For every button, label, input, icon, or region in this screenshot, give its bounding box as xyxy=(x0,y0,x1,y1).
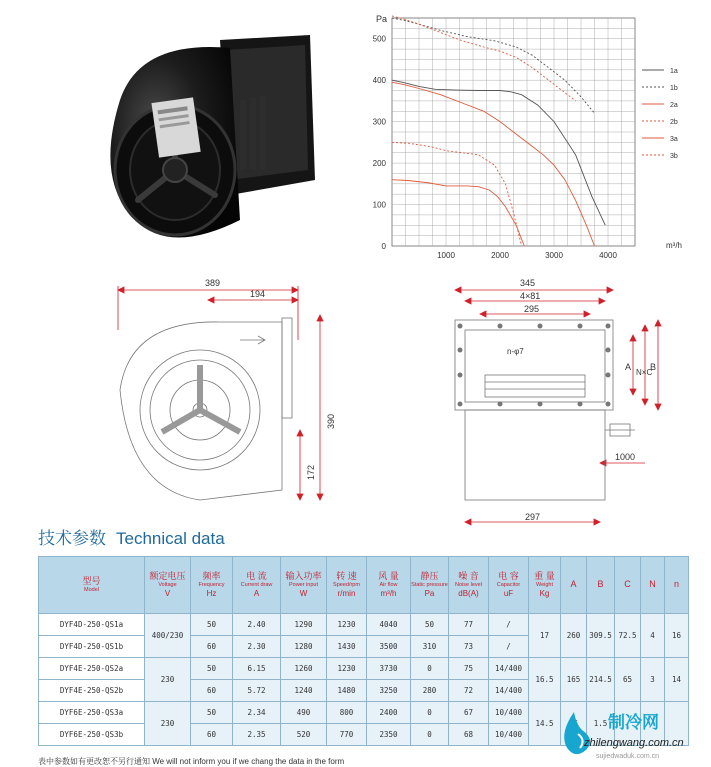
y-tick-label: 500 xyxy=(372,34,386,44)
table-cell: 0 xyxy=(411,702,449,724)
chart-legend xyxy=(642,68,678,160)
series-line-3a xyxy=(392,180,524,246)
y-tick-label: 200 xyxy=(372,159,386,169)
table-cell: 72 xyxy=(449,680,489,702)
dim-4x81: 4×81 xyxy=(520,291,541,301)
column-header xyxy=(233,557,281,614)
table-cell: 2.34 xyxy=(233,702,281,724)
table-cell: DYF4E-250-QS2b xyxy=(39,680,145,702)
dim-194: 194 xyxy=(250,289,266,299)
column-header xyxy=(39,557,145,614)
table-cell: 16.5 xyxy=(529,658,561,702)
column-header xyxy=(665,557,689,614)
series-line-2b xyxy=(392,16,576,101)
table-cell: 400/230 xyxy=(145,614,191,658)
watermark-domain: zhilengwang.com.cn xyxy=(584,737,684,749)
table-row xyxy=(39,614,689,636)
table-cell: 2.40 xyxy=(233,614,281,636)
legend-label: 2a xyxy=(670,102,678,109)
table-cell: 14 xyxy=(665,658,689,702)
table-cell: 67 xyxy=(449,702,489,724)
dim-345: 345 xyxy=(520,278,536,288)
dim-1000: 1000 xyxy=(615,452,636,462)
table-cell: DYF6E-250-QS3a xyxy=(39,702,145,724)
table-cell: 0 xyxy=(411,724,449,746)
dim-NxC: N×C xyxy=(636,368,653,377)
tech-title-en: Technical data xyxy=(116,529,225,548)
fan-product-photo xyxy=(80,20,330,260)
table-cell: 72.5 xyxy=(615,614,641,658)
table-header-row xyxy=(39,557,689,614)
table-cell: 309.5 xyxy=(587,614,615,658)
dim-B: B xyxy=(650,362,657,372)
table-cell: 230 xyxy=(145,658,191,702)
column-header-zh: 转 速 xyxy=(336,570,357,581)
column-header xyxy=(615,557,641,614)
y-tick-label: 400 xyxy=(372,76,386,86)
column-header-unit: Pa xyxy=(424,589,435,599)
table-cell: 1230 xyxy=(327,614,367,636)
technical-data-heading xyxy=(38,524,225,549)
column-header-en: Noise level xyxy=(455,582,482,589)
dim-389: 389 xyxy=(205,278,221,288)
series-line-1b xyxy=(392,18,595,113)
table-cell: 800 xyxy=(327,702,367,724)
table-cell: DYF6E-250-QS3b xyxy=(39,724,145,746)
column-header-en: Air flow xyxy=(379,582,398,589)
column-header-zh: 电 容 xyxy=(498,570,519,581)
table-cell: DYF4E-250-QS2a xyxy=(39,658,145,680)
y-tick-label: 100 xyxy=(372,200,386,210)
dim-390: 390 xyxy=(326,413,336,429)
table-cell: 60 xyxy=(191,636,233,658)
table-cell: 310 xyxy=(411,636,449,658)
column-header-zh: 输入功率 xyxy=(285,570,322,581)
dim-297: 297 xyxy=(525,512,541,522)
y-tick-label: 0 xyxy=(381,242,386,251)
chart-tick-labels xyxy=(373,35,618,260)
legend-label: 3a xyxy=(670,136,678,143)
column-header-en: Voltage xyxy=(158,582,177,589)
column-header xyxy=(367,557,411,614)
column-header-unit: A xyxy=(253,589,260,599)
column-header-unit: W xyxy=(299,589,308,599)
column-header xyxy=(641,557,665,614)
x-tick-label: 3000 xyxy=(545,251,563,260)
chart-series-group xyxy=(392,16,605,246)
column-header xyxy=(561,557,587,614)
table-cell: / xyxy=(489,614,529,636)
table-cell: DYF4D-250-QS1b xyxy=(39,636,145,658)
column-header-zh: N xyxy=(649,579,656,590)
column-header-unit: r/min xyxy=(337,589,356,599)
table-cell: / xyxy=(489,636,529,658)
table-cell: 214.5 xyxy=(587,658,615,702)
table-cell: 3730 xyxy=(367,658,411,680)
table-cell: 280 xyxy=(411,680,449,702)
column-header-en: Current draw xyxy=(240,582,273,589)
legend-label: 2b xyxy=(670,119,678,126)
column-header-zh: 额定电压 xyxy=(149,570,186,581)
column-header-en: Capacitor xyxy=(496,582,521,589)
table-cell: 3250 xyxy=(367,680,411,702)
table-cell: 5.72 xyxy=(233,680,281,702)
column-header-zh: 噪 音 xyxy=(458,570,479,581)
table-cell: 17 xyxy=(529,614,561,658)
table-cell: 50 xyxy=(191,614,233,636)
dim-hole: n-φ7 xyxy=(507,347,524,356)
table-cell: 490 xyxy=(281,702,327,724)
column-header-en: Weight xyxy=(535,582,554,589)
table-cell: 50 xyxy=(191,658,233,680)
table-cell: 2400 xyxy=(367,702,411,724)
x-tick-label: 4000 xyxy=(599,251,617,260)
column-header-unit: V xyxy=(164,589,171,599)
table-cell: 4040 xyxy=(367,614,411,636)
column-header xyxy=(411,557,449,614)
front-view-drawing xyxy=(420,270,670,530)
column-header xyxy=(529,557,561,614)
column-header-zh: 电 流 xyxy=(246,570,267,581)
column-header-zh: B xyxy=(597,579,604,590)
watermark-zh: 制冷网 xyxy=(608,713,659,732)
legend-label: 1b xyxy=(670,85,678,92)
table-cell: 14/400 xyxy=(489,658,529,680)
table-cell: 260 xyxy=(561,614,587,658)
column-header-en: Speed/rpm xyxy=(333,582,360,589)
column-header-unit: Hz xyxy=(206,589,217,599)
table-cell: 6.15 xyxy=(233,658,281,680)
column-header-en: Static pressure xyxy=(411,582,448,589)
y-tick-label: 300 xyxy=(372,117,386,127)
dim-A: A xyxy=(625,362,632,372)
column-header xyxy=(281,557,327,614)
table-cell: 1480 xyxy=(327,680,367,702)
table-cell: 2.35 xyxy=(233,724,281,746)
column-header-en: Power input xyxy=(288,582,319,589)
table-cell: 16 xyxy=(665,614,689,658)
table-cell: 50 xyxy=(411,614,449,636)
table-cell: 14/400 xyxy=(489,680,529,702)
column-header xyxy=(489,557,529,614)
column-header-zh: 风 量 xyxy=(378,570,399,581)
x-unit-label: m³/h xyxy=(666,241,682,250)
table-cell: 77 xyxy=(449,614,489,636)
table-row xyxy=(39,658,689,680)
column-header xyxy=(327,557,367,614)
side-view-drawing xyxy=(100,270,340,520)
column-header-zh: 静压 xyxy=(420,570,439,581)
column-header-unit: m³/h xyxy=(380,589,397,599)
table-cell: 10/400 xyxy=(489,702,529,724)
table-cell: 1.5 xyxy=(587,702,615,746)
table-cell: 1430 xyxy=(327,636,367,658)
table-cell: 14.5 xyxy=(529,702,561,746)
table-cell: DYF4D-250-QS1a xyxy=(39,614,145,636)
column-header-unit: uF xyxy=(503,589,514,599)
table-cell: 3500 xyxy=(367,636,411,658)
legend-label: 1a xyxy=(670,68,678,75)
column-header-zh: A xyxy=(570,579,577,590)
x-tick-label: 2000 xyxy=(491,251,509,260)
table-cell: 770 xyxy=(327,724,367,746)
table-cell: 10/400 xyxy=(489,724,529,746)
table-cell: 1290 xyxy=(281,614,327,636)
table-cell: 165 xyxy=(561,658,587,702)
table-cell: 60 xyxy=(191,680,233,702)
column-header-en: Frequency xyxy=(198,582,225,589)
y-unit-label: Pa xyxy=(376,14,388,24)
column-header-zh: n xyxy=(673,579,679,590)
table-cell: 0 xyxy=(411,658,449,680)
table-cell: 4 xyxy=(641,614,665,658)
dim-172: 172 xyxy=(306,464,316,480)
column-header-unit: dB(A) xyxy=(458,589,479,599)
table-cell: 65 xyxy=(615,658,641,702)
watermark-sub: sujiedwaduk.com.cn xyxy=(596,753,660,760)
table-cell: 1240 xyxy=(281,680,327,702)
column-header xyxy=(145,557,191,614)
table-cell: 75 xyxy=(449,658,489,680)
column-header-zh: 频率 xyxy=(202,570,221,581)
legend-label: 3b xyxy=(670,153,678,160)
column-header-zh: 型号 xyxy=(82,575,101,586)
table-cell: 68 xyxy=(449,724,489,746)
table-cell: 230 xyxy=(145,702,191,746)
table-cell: 60 xyxy=(191,724,233,746)
column-header xyxy=(449,557,489,614)
table-cell: 73 xyxy=(449,636,489,658)
table-cell: 2.30 xyxy=(233,636,281,658)
column-header xyxy=(191,557,233,614)
footnote: 表中参数如有更改恕不另行通知 We will not inform you if we chang the data in the form xyxy=(38,757,345,766)
performance-chart xyxy=(360,8,700,270)
column-header xyxy=(587,557,615,614)
tech-title-zh: 技术参数 xyxy=(38,529,106,548)
dim-295: 295 xyxy=(524,304,540,314)
column-header-zh: 重 量 xyxy=(534,570,555,581)
column-header-en: Model xyxy=(84,587,99,594)
table-cell: 1230 xyxy=(327,658,367,680)
table-cell: 50 xyxy=(191,702,233,724)
site-watermark-logo xyxy=(556,706,706,762)
table-cell: 3 xyxy=(641,658,665,702)
column-header-zh: C xyxy=(624,579,631,590)
column-header-unit: Kg xyxy=(539,589,550,599)
table-cell: 1280 xyxy=(281,636,327,658)
table-cell: 520 xyxy=(281,724,327,746)
x-tick-label: 1000 xyxy=(437,251,455,260)
table-cell: 2350 xyxy=(367,724,411,746)
table-cell: 1260 xyxy=(281,658,327,680)
